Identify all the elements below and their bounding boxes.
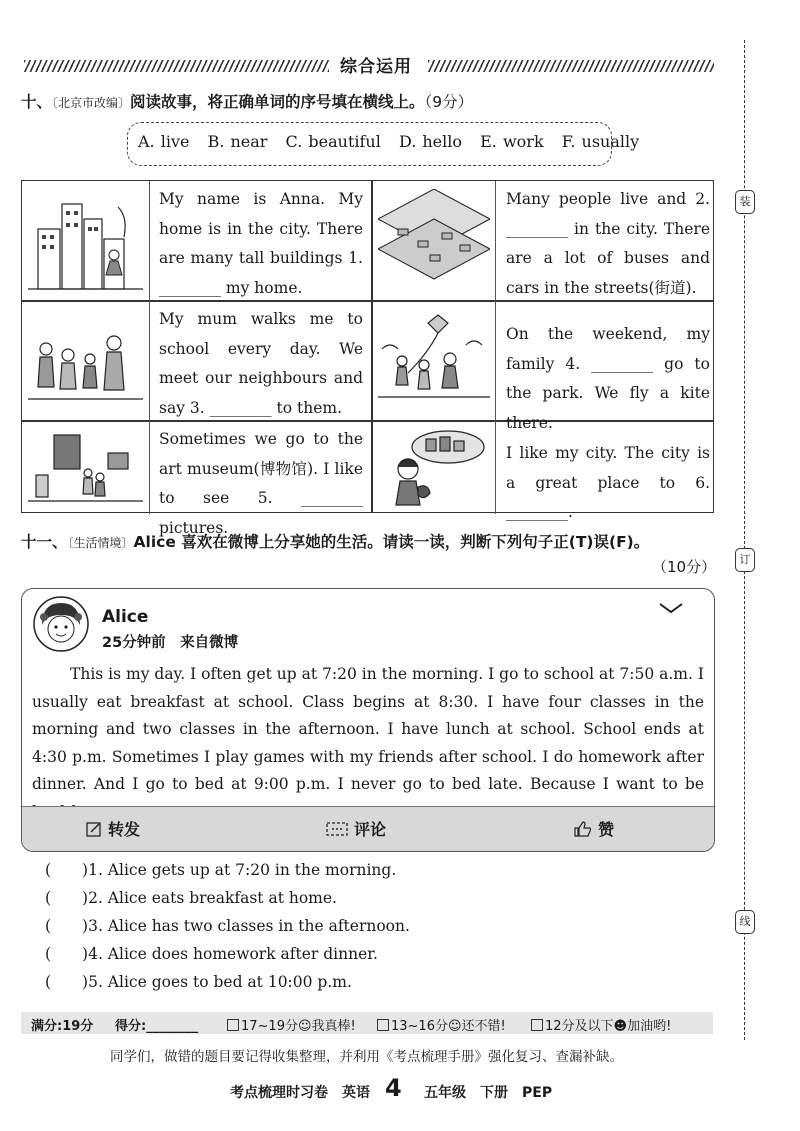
statement-4: ( )4. Alice does homework after dinner. <box>45 945 378 963</box>
rating-comment-1: 我真棒! <box>311 1019 356 1034</box>
page-number: 4 <box>385 1074 402 1102</box>
thumbs-up-icon <box>574 821 592 837</box>
girl-thinking-city-illustration <box>378 429 490 509</box>
post-meta: 25分钟前 来自微博 <box>102 635 239 651</box>
story-cell-6: I like my city. The city is a great place to 6. ________. <box>506 444 710 521</box>
section10-number: 十、 <box>21 93 53 111</box>
section10-score: （9分） <box>424 93 474 111</box>
story-cell-1: My name is Anna. My home is in the city. There are many tall buildings 1. ________ my home. <box>159 190 363 297</box>
rating-checkbox-1[interactable] <box>227 1019 239 1031</box>
binding-mark-2: 订 <box>735 548 755 572</box>
chevron-down-icon[interactable] <box>658 601 684 615</box>
city-traffic-illustration <box>378 189 490 293</box>
word-option-d: D. hello <box>398 132 463 151</box>
word-option-a: A. live <box>138 132 190 151</box>
repost-button[interactable] <box>86 817 140 840</box>
story-cell-4: On the weekend, my family 4. ________ go to the park. We fly a kite there. <box>506 325 710 432</box>
grid-divider-pic1 <box>149 181 150 514</box>
word-option-f: F. usually <box>561 132 640 151</box>
repost-label: 转发 <box>108 820 141 839</box>
section-band-title: 综合运用 <box>340 57 412 77</box>
rating-bar <box>21 1012 713 1034</box>
cheer-face-icon: ☻ <box>613 1019 628 1034</box>
word-option-e: E. work <box>480 132 544 151</box>
section11-instruction: Alice 喜欢在微博上分享她的生活。请读一读，判断下列句子正(T)误(F)。 <box>133 533 650 551</box>
rating-comment-2: 还不错! <box>461 1019 506 1034</box>
section11-number: 十一、 <box>21 533 68 551</box>
smile-icon: ☺ <box>297 1019 312 1034</box>
review-tip: 同学们，做错的题目要记得收集整理，并利用《考点梳理手册》强化复习、查漏补缺。 <box>110 1049 623 1065</box>
rating-checkbox-3[interactable] <box>531 1019 543 1031</box>
story-cell-3: My mum walks me to school every day. We meet our neighbours and say 3. ________ to them. <box>159 310 363 417</box>
comment-button[interactable] <box>326 817 386 840</box>
statement-1: ( )1. Alice gets up at 7:20 in the morning. <box>45 861 397 879</box>
statement-2: ( )2. Alice eats breakfast at home. <box>45 889 337 907</box>
word-option-c: C. beautiful <box>285 132 381 151</box>
rating-level-2 <box>369 1015 506 1034</box>
full-score: 满分:19分 <box>31 1019 94 1034</box>
rating-range-2: 13~16分 <box>391 1019 448 1034</box>
word-bank-list <box>138 132 639 151</box>
rating-range-1: 17~19分 <box>241 1019 298 1034</box>
section11-score: （10分） <box>652 558 717 576</box>
binding-mark-3: 线 <box>735 910 755 934</box>
rating-checkbox-2[interactable] <box>377 1019 389 1031</box>
story-cell-5: Sometimes we go to the art museum(博物馆). I like to see 5. ________ pictures. <box>159 430 363 537</box>
footer-grade: 五年级 下册 PEP <box>424 1085 553 1101</box>
statement-3: ( )3. Alice has two classes in the afternoon. <box>45 917 410 935</box>
section10-title <box>21 90 473 112</box>
grid-divider-vertical <box>371 181 373 512</box>
obtained-score: 得分:________ <box>115 1019 199 1034</box>
neutral-face-icon: ☺ <box>447 1019 462 1034</box>
city-buildings-illustration <box>28 189 143 293</box>
binding-mark-1: 装 <box>735 190 755 214</box>
art-museum-illustration <box>28 429 143 507</box>
header-hatch-right <box>428 60 714 72</box>
rating-level-1 <box>219 1015 356 1034</box>
post-body: This is my day. I often get up at 7:20 in the morning. I go to school at 7:50 a.m. I usually eat breakfast at school. Class begins at 8:30. I have four classes in the morning and two classes in the afternoon. I have lunch at school. School ends at 4:30 p.m. Sometimes I play games with my friends after school. I do homework after dinner. And I go to bed at 9:00 p.m. I never go to bed late. Because I want to be <box>32 665 704 793</box>
section10-tag: 〔北京市改编〕 <box>52 96 131 110</box>
story-grid <box>21 180 714 537</box>
grid-divider-pic2 <box>495 181 496 514</box>
section10-instruction: 阅读故事，将正确单词的序号填在横线上。 <box>130 93 425 111</box>
word-bank <box>127 122 640 166</box>
story-cell-2: Many people live and 2. ________ in the city. There are a lot of buses and cars in the streets(街道). <box>506 190 710 297</box>
weibo-post-card <box>21 588 715 852</box>
section11-title <box>21 530 649 552</box>
comment-icon <box>326 821 348 837</box>
kite-park-illustration <box>378 309 490 413</box>
footer-book-title: 考点梳理时习卷 英语 <box>230 1085 370 1101</box>
word-option-b: B. near <box>207 132 268 151</box>
post-action-bar <box>22 806 714 851</box>
alice-avatar <box>32 595 90 653</box>
comment-label: 评论 <box>354 820 387 839</box>
post-author-name: Alice <box>102 607 149 627</box>
rating-comment-3: 加油哟! <box>627 1019 672 1034</box>
rating-range-3: 12分及以下 <box>545 1019 614 1034</box>
section11-tag: 〔生活情境〕 <box>67 536 134 550</box>
rating-level-3 <box>523 1015 671 1034</box>
walk-to-school-illustration <box>28 309 143 413</box>
like-button[interactable] <box>574 817 614 840</box>
like-label: 赞 <box>598 820 615 839</box>
edit-icon <box>86 821 102 837</box>
header-hatch-left <box>24 60 329 72</box>
statement-5: ( )5. Alice goes to bed at 10:00 p.m. <box>45 973 352 991</box>
